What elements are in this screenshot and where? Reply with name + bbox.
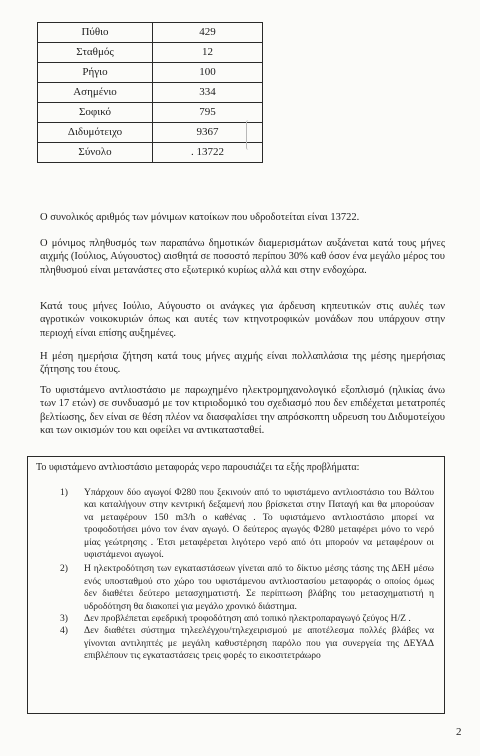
- population-table: [37, 22, 263, 163]
- table-row: [38, 63, 263, 83]
- village-name: Ασημένιο: [38, 83, 153, 103]
- population-value: 9367: [153, 123, 263, 143]
- paragraph-seasonal-increase: Ο μόνιμος πληθυσμός των παραπάνω δημοτικών διαμερισμάτων αυξάνεται κατά τους μήνες αιχμής (Ιούλιος, Αύγουστος) αισθητά σε ποσοστό περίπου 30% καθ όσον ένα μεγάλο μέρος του πληθυσμού είναι μετανάστες στο εξωτερικό κυρίως αλλά και στην ενδοχώρα.: [40, 238, 445, 276]
- village-name: Ρήγιο: [38, 63, 153, 83]
- population-value: 12: [153, 43, 263, 63]
- list-item: [28, 563, 444, 613]
- item-text: Δεν προβλέπεται εφεδρική τροφοδότηση από τοπικό ηλεκτροπαραγωγό ζεύγος Η/Ζ .: [84, 613, 411, 625]
- problems-box: [27, 456, 445, 714]
- population-value: 795: [153, 103, 263, 123]
- table-row: [38, 123, 263, 143]
- item-number: 1): [60, 487, 68, 498]
- paragraph-total-residents: Ο συνολικός αριθμός των μόνιμων κατοίκων που υδροδοτείται είναι 13722.: [40, 212, 360, 223]
- table-row: [38, 83, 263, 103]
- page-number: 2: [456, 726, 462, 738]
- total-value: . 13722: [153, 143, 263, 163]
- item-number: 3): [60, 613, 68, 625]
- problems-intro: Το υφιστάμενο αντλιοστάσιο μεταφοράς νερο παρουσιάζει τα εξής προβλήματα:: [36, 462, 360, 473]
- problems-list: [28, 487, 444, 663]
- paragraph-pumping-station: Το υφιστάμενο αντλιοστάσιο με παρωχημένο ηλεκτρομηχανολογικό εξοπλισμό (ηλικίας άνω των 17 ετών) σε συνδυασμό με τον κτιριοδομικό του σχεδιασμό που δεν επιδέχεται μετατροπές βελτίωσης, δεν είναι σε θέση πλέον να διασφαλίσει την απρόσκοπτη υδρευση του Διδυμοτείχου και των οικισμών του και οφείλει να αντικατασταθεί.: [40, 385, 445, 437]
- paper-fold-mark: [246, 120, 251, 150]
- table-row: [38, 23, 263, 43]
- item-text: Η ηλεκτροδότηση των εγκαταστάσεων γίνεται από το δίκτυο μέσης τάσης της ΔΕΗ μέσω ενός υποσταθμού στο χώρο του υφιστάμενου αντλιοστασίου μεταφοράς ο οποίος όμως δεν διαθέτει δεύτερο μετασχηματιστή. Σε περίπτωση βλάβης του μετασχηματιστή η υδροδότηση θα διακοπεί για μεγάλο χρονικό διάστημα.: [84, 563, 434, 612]
- village-name: Σοφικό: [38, 103, 153, 123]
- list-item: [28, 625, 444, 662]
- village-name: Πύθιο: [38, 23, 153, 43]
- item-text: Υπάρχουν δύο αγωγοί Φ280 που ξεκινούν από το υφιστάμενο αντλιοστάσιο του Βάλτου και καταλήγουν στην κεντρική δεξαμενή που βρίσκεται στην Παταγή και θα μπορούσαν να μεταφέρουν 150 m3/h ο καθένας . Το υφιστάμενο αντλιοστάσιο μπορεί να τροφοδοτήσει μόνο τον έναν αγωγό. Ο δεύτερος αγωγός Φ280 μεταφέρει μόνο το νερό μίας γεώτρησης . Έτσι μεταφέρεται λιγότερο νερό από ότι μπορούν να μεταφέρουν οι υφιστάμενοι αγωγοί.: [84, 487, 434, 561]
- list-item: [28, 487, 444, 561]
- population-value: 429: [153, 23, 263, 43]
- paragraph-peak-demand: Η μέση ημερήσια ζήτηση κατά τους μήνες αιχμής είναι πολλαπλάσια της μέσης ημερήσιας ζήτησης του έτους.: [40, 351, 445, 376]
- item-number: 4): [60, 625, 68, 637]
- total-label: Σύνολο: [38, 143, 153, 163]
- table-row: [38, 43, 263, 63]
- list-item: [28, 613, 444, 625]
- village-name: Σταθμός: [38, 43, 153, 63]
- paragraph-irrigation-needs: Κατά τους μήνες Ιούλιο, Αύγουστο οι ανάγκες για άρδευση κηπευτικών στις αυλές των αγροτικών νοικοκυριών όπως και αυτές των κτηνοτροφικών μονάδων που υπάρχουν στην περιοχή είναι επίσης αυξημένες.: [40, 301, 445, 339]
- population-value: 334: [153, 83, 263, 103]
- table-row: [38, 103, 263, 123]
- population-value: 100: [153, 63, 263, 83]
- item-number: 2): [60, 563, 68, 575]
- item-text: Δεν διαθέτει σύστημα τηλεελέγχου/τηλεχειρισμού με αποτέλεσμα πολλές βλάβες να γίνονται αντιληπτές με μεγάλη καθυστέρηση παρόλο που για συνεργεία της ΔΕΥΑΔ επιβλέπουν τις εγκαταστάσεις τρεις φορές το εικοσιτετράωρο: [84, 625, 434, 662]
- table-row-total: [38, 143, 263, 163]
- village-name: Διδυμότειχο: [38, 123, 153, 143]
